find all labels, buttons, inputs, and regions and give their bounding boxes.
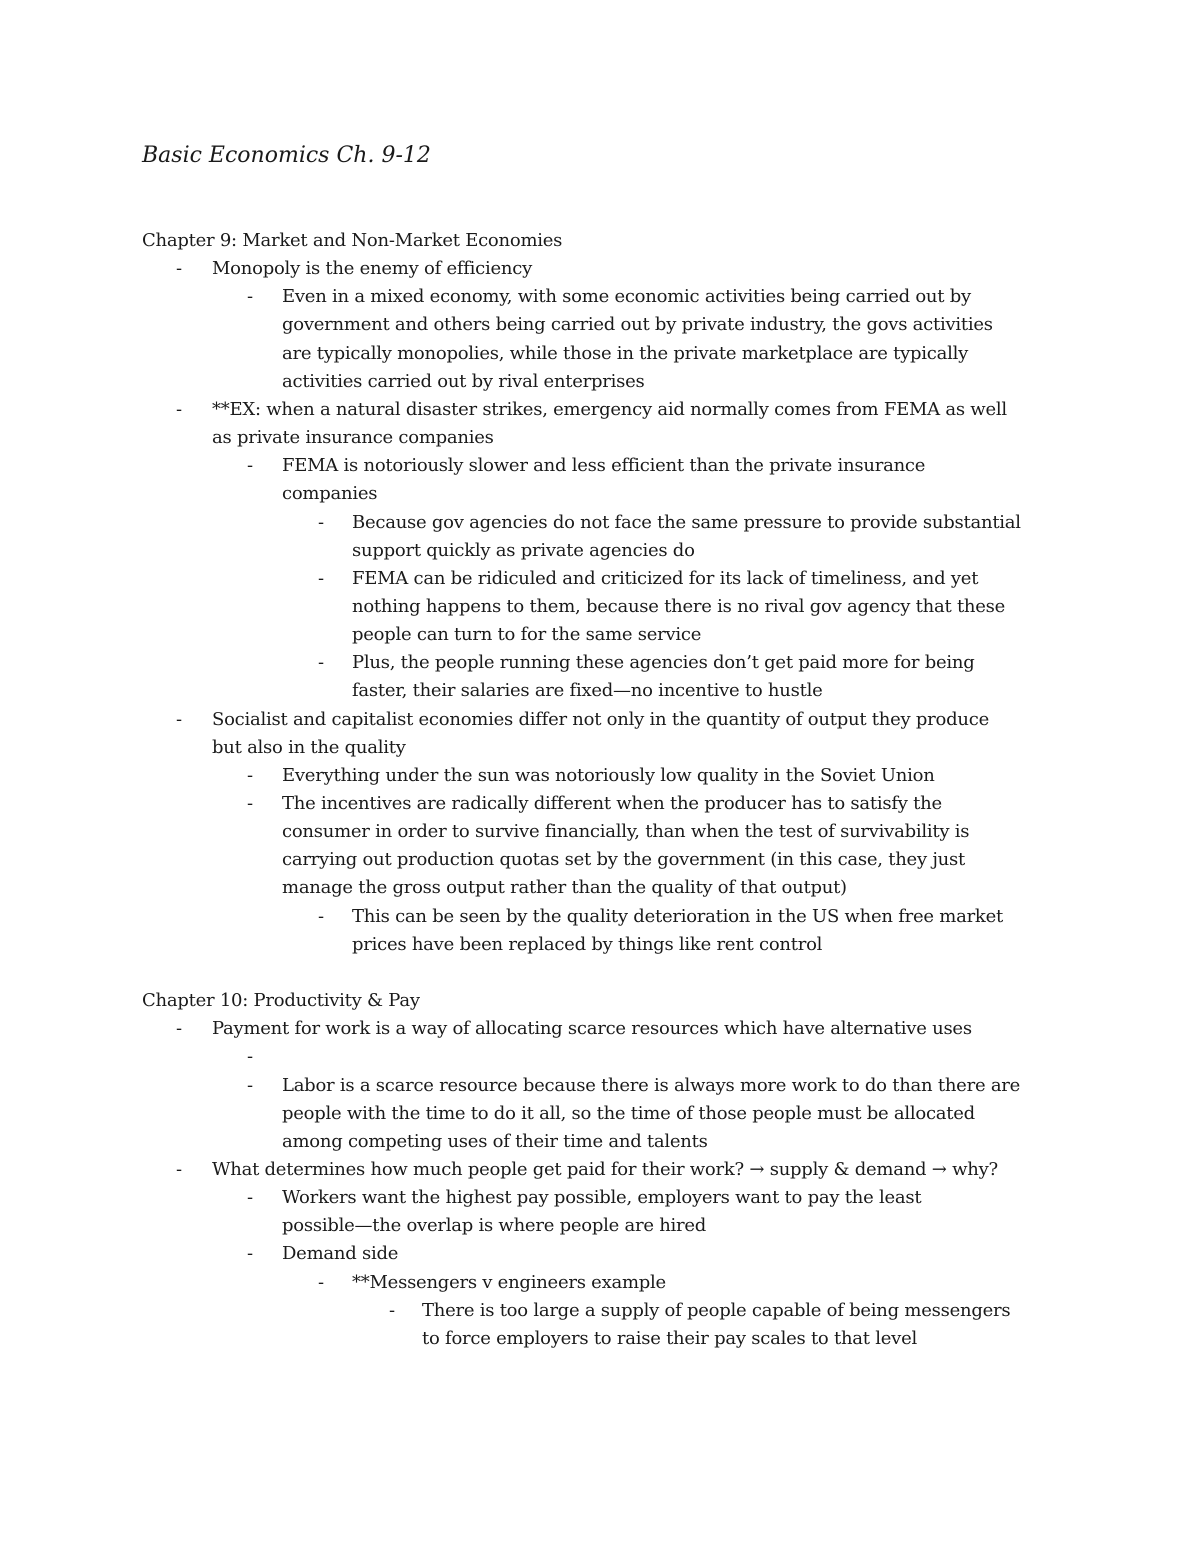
bullet-text: people with the time to do it all, so the time of those people must be allocated (282, 1102, 975, 1124)
bullet-text: The incentives are radically different when the producer has to satisfy the (282, 793, 942, 814)
bullet-text: nothing happens to them, because there is no rival gov agency that these (352, 595, 1006, 617)
bullet-dash-icon: - (247, 1187, 254, 1209)
bullet-text: Everything under the sun was notoriously low quality in the Soviet Union (282, 764, 935, 786)
bullet-text: people can turn to for the same service (352, 624, 702, 646)
bullet-text: Even in a mixed economy, with some economic activities being carried out by (282, 286, 971, 308)
bullet-dash-icon: - (318, 567, 325, 589)
bullet-dash-icon: - (176, 258, 183, 280)
bullet-dash-icon: - (247, 1046, 254, 1068)
bullet-text: Payment for work is a way of allocating scarce resources which have alternative uses (212, 1018, 972, 1040)
bullet-text: Monopoly is the enemy of efficiency (212, 258, 533, 280)
bullet-text: carrying out production quotas set by the government (in this case, they just (282, 849, 965, 871)
bullet-dash-icon: - (318, 905, 325, 927)
bullet-text: companies (282, 483, 378, 505)
bullet-dash-icon: - (247, 455, 254, 477)
bullet-dash-icon: - (318, 652, 325, 674)
bullet-dash-icon: - (247, 286, 254, 308)
bullet-text: This can be seen by the quality deterioration in the US when free market (352, 905, 1003, 927)
bullet-dash-icon: - (176, 1158, 183, 1180)
bullet-dash-icon: - (318, 1271, 325, 1293)
bullet-dash-icon: - (247, 1243, 254, 1265)
bullet-text: **Messengers v engineers example (352, 1271, 666, 1293)
bullet-dash-icon: - (247, 1074, 254, 1096)
bullet-text: but also in the quality (212, 736, 406, 758)
bullet-text: Socialist and capitalist economies differ not only in the quantity of output they produce (212, 708, 989, 730)
bullet-text: government and others being carried out by private industry, the govs activities (282, 314, 993, 336)
bullet-text: to force employers to raise their pay scales to that level (422, 1327, 917, 1349)
bullet-text: support quickly as private agencies do (352, 539, 695, 561)
bullet-text: FEMA can be ridiculed and criticized for its lack of timeliness, and yet (352, 567, 979, 589)
bullet-text: Because gov agencies do not face the same pressure to provide substantial (352, 511, 1021, 533)
bullet-text: activities carried out by rival enterprises (282, 370, 645, 392)
chapter-heading: Chapter 10: Productivity & Pay (142, 990, 420, 1012)
bullet-dash-icon: - (247, 793, 254, 814)
bullet-text: Workers want the highest pay possible, employers want to pay the least (282, 1187, 922, 1209)
bullet-dash-icon: - (247, 764, 254, 786)
bullet-dash-icon: - (389, 1299, 396, 1321)
bullet-dash-icon: - (176, 1018, 183, 1040)
bullet-text: prices have been replaced by things like rent control (352, 933, 823, 955)
bullet-dash-icon: - (176, 708, 183, 730)
bullet-text: There is too large a supply of people capable of being messengers (422, 1299, 1011, 1321)
bullet-text: **EX: when a natural disaster strikes, emergency aid normally comes from FEMA as well (212, 398, 1007, 420)
bullet-text: Demand side (282, 1243, 399, 1265)
bullet-text: Labor is a scarce resource because there is always more work to do than there are (282, 1074, 1021, 1096)
bullet-text: as private insurance companies (212, 427, 494, 449)
bullet-text: FEMA is notoriously slower and less efficient than the private insurance (282, 455, 926, 477)
bullet-dash-icon: - (176, 398, 183, 420)
bullet-text: What determines how much people get paid for their work? → supply & demand → why? (212, 1158, 998, 1180)
chapter-heading: Chapter 9: Market and Non-Market Economies (142, 230, 563, 251)
bullet-dash-icon: - (318, 511, 325, 533)
bullet-text: consumer in order to survive financially, than when the test of survivability is (282, 821, 970, 843)
document-title: Basic Economics Ch. 9-12 (142, 143, 431, 168)
bullet-text: possible—the overlap is where people are hired (282, 1215, 707, 1237)
bullet-text: manage the gross output rather than the quality of that output) (282, 877, 847, 899)
bullet-text: Plus, the people running these agencies don’t get paid more for being (352, 652, 975, 674)
bullet-text: faster, their salaries are fixed—no incentive to hustle (352, 680, 823, 702)
bullet-text: among competing uses of their time and talents (282, 1130, 708, 1152)
bullet-text: are typically monopolies, while those in the private marketplace are typically (282, 342, 969, 364)
